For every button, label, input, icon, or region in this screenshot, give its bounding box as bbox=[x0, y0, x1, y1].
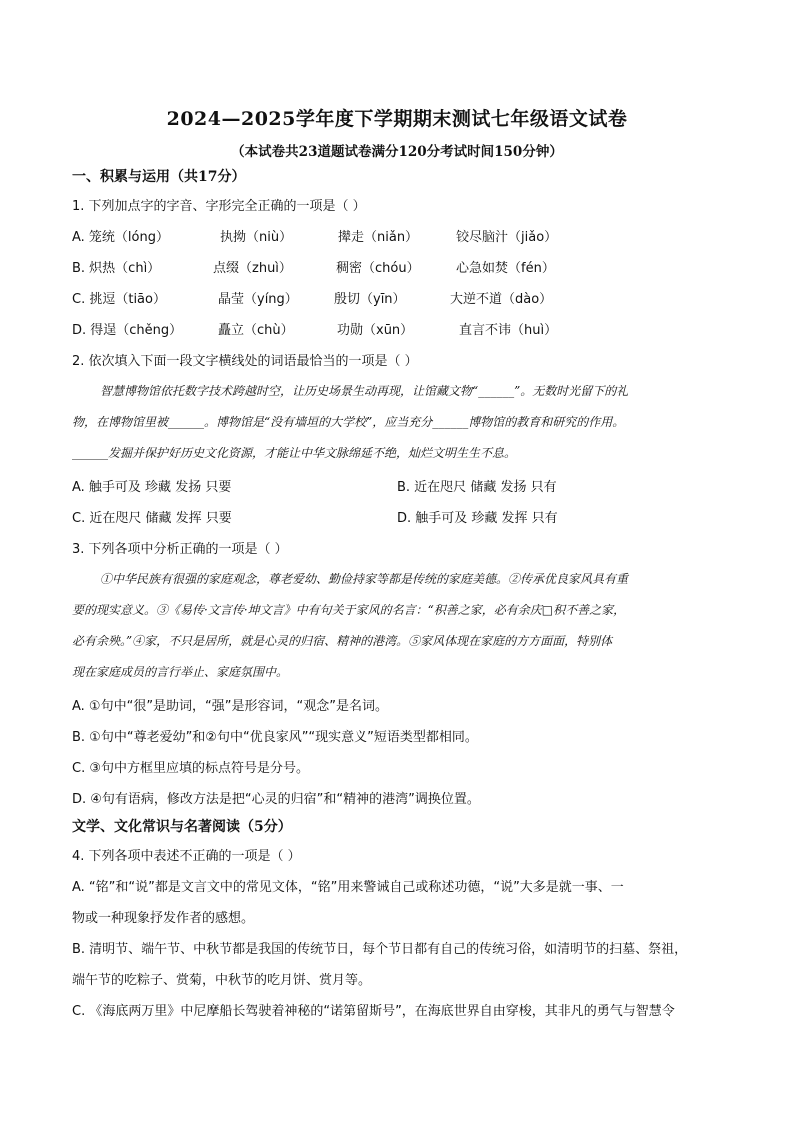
q3-passage-line-4: 现在家庭成员的言行举止、家庭氛围中。 bbox=[72, 665, 289, 679]
question-2-stem: 2. 依次填入下面一段文字横线处的词语最恰当的一项是（ ） bbox=[72, 354, 418, 369]
q2-option-d: D. 触手可及 珍藏 发挥 只有 bbox=[397, 511, 558, 526]
question-1-stem: 1. 下列加点字的字音、字形完全正确的一项是（ ） bbox=[72, 199, 366, 214]
q1-option-b-word3: 稠密（chóu） bbox=[336, 261, 420, 276]
q3-option-c: C. ③句中方框里应填的标点符号是分号。 bbox=[72, 761, 309, 776]
q1-option-a-word4: 铰尽脑汁（jiǎo） bbox=[456, 230, 558, 245]
q4-line-2: 物或一种现象抒发作者的感想。 bbox=[72, 911, 255, 926]
q2-option-b: B. 近在咫尺 储藏 发扬 只有 bbox=[397, 480, 557, 495]
q4-line-3: B. 清明节、端午节、中秋节都是我国的传统节日，每个节日都有自己的传统习俗，如清明节的扫墓、祭祖， bbox=[72, 942, 688, 957]
q1-option-a-word3: 撵走（niǎn） bbox=[338, 230, 419, 245]
q1-option-c-word2: 晶莹（yíng） bbox=[218, 292, 298, 307]
section-heading-2: 文学、文化常识与名著阅读（5分） bbox=[72, 819, 292, 835]
q3-passage-line-3: 必有余殃。”④家，不只是居所，就是心灵的归宿、精神的港湾。⑤家风体现在家庭的方方面面，特别体 bbox=[72, 634, 613, 648]
q3-passage-line-2: 要的现实意义。③《易传·文言传·坤文言》中有句关于家风的名言：“积善之家，必有余庆□积不善之家， bbox=[72, 603, 626, 617]
q4-line-1: A. “铭”和“说”都是文言文中的常见文体，“铭”用来警诫自己或称述功德，“说”大多是就一事、一 bbox=[72, 880, 624, 895]
q2-passage-line-3: ______发掘并保护好历史文化资源，才能让中华文脉绵延不绝，灿烂文明生生不息。 bbox=[72, 446, 517, 460]
q1-option-d-word1: D. 得逞（chěng） bbox=[72, 323, 183, 338]
q1-option-d-word4: 直言不讳（huì） bbox=[459, 323, 558, 338]
q3-option-a: A. ①句中“很”是助词，“强”是形容词，“观念”是名词。 bbox=[72, 699, 388, 714]
q3-option-b: B. ①句中“尊老爱幼”和②句中“优良家风”“现实意义”短语类型都相同。 bbox=[72, 730, 478, 745]
q1-option-b-word2: 点缀（zhuì） bbox=[213, 261, 292, 276]
q3-option-d: D. ④句有语病，修改方法是把“心灵的归宿”和“精神的港湾”调换位置。 bbox=[72, 792, 480, 807]
q2-option-c: C. 近在咫尺 储藏 发挥 只要 bbox=[72, 511, 232, 526]
q4-line-5: C. 《海底两万里》中尼摩船长驾驶着神秘的“诺第留斯号”，在海底世界自由穿梭，其非凡的勇气与智慧令 bbox=[72, 1004, 675, 1019]
q2-option-a: A. 触手可及 珍藏 发扬 只要 bbox=[72, 480, 232, 495]
q1-option-d-word3: 功勋（xūn） bbox=[337, 323, 414, 338]
q1-option-c-word1: C. 挑逗（tiāo） bbox=[72, 292, 166, 307]
q1-option-c-word3: 殷切（yīn） bbox=[334, 292, 406, 307]
q2-passage-line-2: 物，在博物馆里被______。博物馆是“没有墙垣的大学校”，应当充分______博物馆的教育和研究的作用。 bbox=[72, 415, 625, 429]
section-heading-1: 一、积累与运用（共17分） bbox=[72, 169, 246, 185]
q1-option-a-word2: 执拗（niù） bbox=[220, 230, 293, 245]
question-4-stem: 4. 下列各项中表述不正确的一项是（ ） bbox=[72, 849, 301, 864]
exam-subtitle: （本试卷共23道题试卷满分120分考试时间150分钟） bbox=[231, 144, 563, 160]
q1-option-d-word2: 矗立（chù） bbox=[218, 323, 294, 338]
q1-option-b-word4: 心急如焚（fén） bbox=[456, 261, 555, 276]
q4-line-4: 端午节的吃粽子、赏菊，中秋节的吃月饼、赏月等。 bbox=[72, 973, 372, 988]
q3-passage-line-1: ①中华民族有很强的家庭观念，尊老爱幼、勤俭持家等都是传统的家庭美德。②传承优良家风具有重 bbox=[100, 572, 629, 586]
q1-option-a-word1: A. 笼统（lóng） bbox=[72, 230, 169, 245]
exam-title: 2024—2025学年度下学期期末测试七年级语文试卷 bbox=[166, 108, 628, 130]
q1-option-c-word4: 大逆不道（dào） bbox=[450, 292, 553, 307]
q2-passage-line-1: 智慧博物馆依托数字技术跨越时空，让历史场景生动再现，让馆藏文物“______”。无数时光留下的礼 bbox=[100, 384, 629, 398]
q1-option-b-word1: B. 炽热（chì） bbox=[72, 261, 161, 276]
question-3-stem: 3. 下列各项中分析正确的一项是（ ） bbox=[72, 542, 288, 557]
